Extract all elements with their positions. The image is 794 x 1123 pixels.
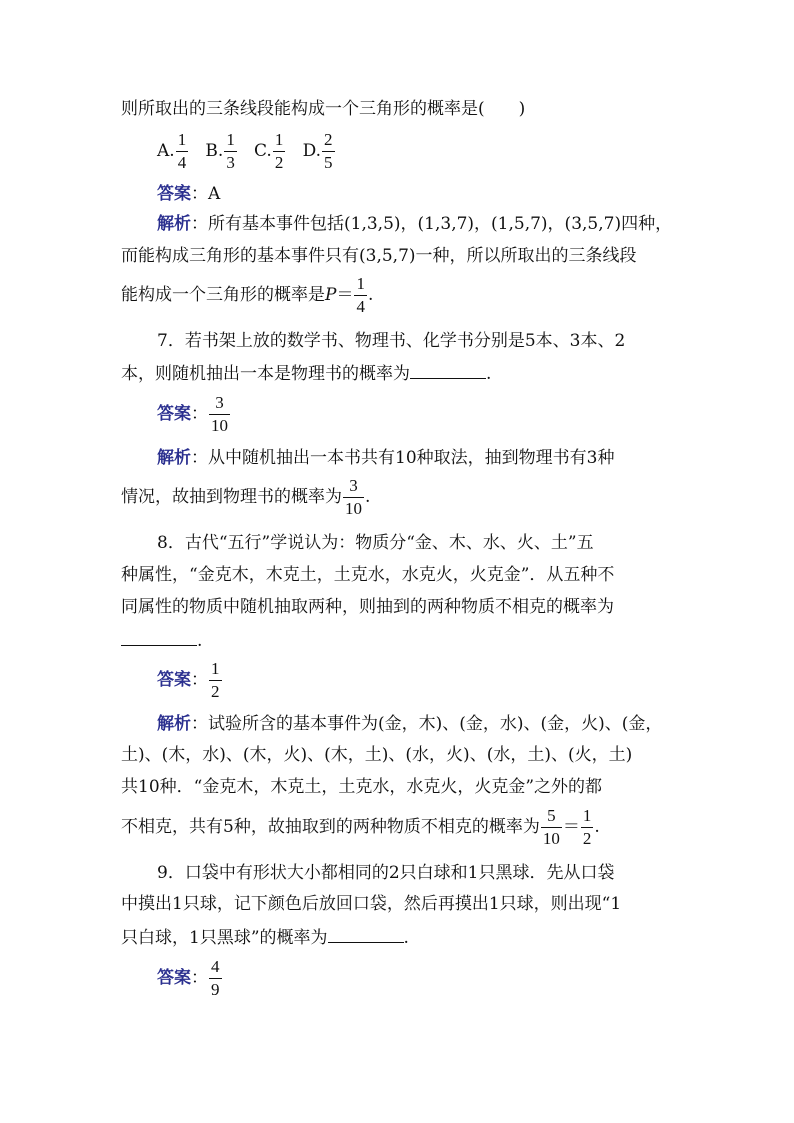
answer-blank [328,928,404,943]
q9-stem-line2: 中摸出1只球，记下颜色后放回口袋，然后再摸出1只球，则出现“1 [121,894,622,914]
option-b: B. $\frac{1}{3}$ [205,130,235,172]
q7-analysis-line1: 解析：从中随机抽出一本书共有10种取法，抽到物理书有3种 [157,448,615,468]
q7-answer: 答案： $\frac{3}{10}$ [157,393,228,435]
answer-fraction: $\frac{4}{9}$ [211,957,220,999]
q9-stem-line3: 只白球，1只黑球”的概率为 . [121,928,409,948]
q7-stem-line1: 7．若书架上放的数学书、物理书、化学书分别是5本、3本、2 [157,331,626,351]
answer-value: A [208,184,221,204]
analysis-label: 解析 [157,714,191,734]
analysis-label: 解析 [157,214,191,234]
answer-label: 答案 [157,184,191,204]
q8-stem-line3: 同属性的物质中随机抽取两种，则抽到的两种物质不相克的概率为 [121,597,614,617]
q6-answer: 答案：A [157,184,221,204]
q8-stem-line2: 种属性，“金克木，木克土，土克水，水克火，火克金”．从五种不 [121,565,615,585]
q8-answer: 答案： $\frac{1}{2}$ [157,659,220,701]
q6-analysis-line1: 解析：所有基本事件包括(1,3,5)，(1,3,7)，(1,5,7)，(3,5,7)四种， [157,214,673,234]
q6-stem-tail: 则所取出的三条线段能构成一个三角形的概率是( ) [121,99,526,119]
answer-blank [410,364,486,379]
answer-label: 答案 [157,967,191,988]
option-a: A. $\frac{1}{4}$ [157,130,187,172]
option-d: D. $\frac{2}{5}$ [302,130,333,172]
q7-stem-line2: 本，则随机抽出一本是物理书的概率为 . [121,364,492,384]
q8-analysis-line3: 共10种．“金克木，木克土，土克水，水克火，火克金”之外的都 [121,777,603,797]
answer-fraction: $\frac{3}{10}$ [211,393,228,435]
answer-blank [121,631,197,646]
option-c: C. $\frac{1}{2}$ [254,130,284,172]
answer-label: 答案 [157,669,191,690]
q6-analysis-line2: 而能构成三角形的基本事件只有(3,5,7)一种，所以所取出的三条线段 [121,246,637,266]
q8-analysis-line2: 土)、(木，水)、(木，火)、(木，土)、(水，火)、(水，土)、(火，土) [121,745,633,765]
analysis-label: 解析 [157,448,191,468]
answer-label: 答案 [157,403,191,424]
q7-analysis-line2: 情况，故抽到物理书的概率为 $\frac{3}{10}$ . [121,476,371,518]
q9-stem-line1: 9．口袋中有形状大小都相同的2只白球和1只黑球．先从口袋 [157,863,615,883]
q8-analysis-line4: 不相克，共有5种，故抽取到的两种物质不相克的概率为 $\frac{5}{10}$ ＝ $\frac{1}{2}$ . [121,806,600,848]
q6-analysis-line3: 能构成一个三角形的概率是P＝ $\frac{1}{4}$ . [121,274,374,316]
q8-stem-line1: 8．古代“五行”学说认为：物质分“金、木、水、火、土”五 [157,533,594,553]
q9-answer: 答案： $\frac{4}{9}$ [157,957,220,999]
answer-fraction: $\frac{1}{2}$ [211,659,220,701]
q6-options [157,131,336,172]
q8-analysis-line1: 解析：试验所含的基本事件为(金，木)、(金，水)、(金，火)、(金， [157,714,663,734]
q8-stem-line4: . [121,631,202,650]
